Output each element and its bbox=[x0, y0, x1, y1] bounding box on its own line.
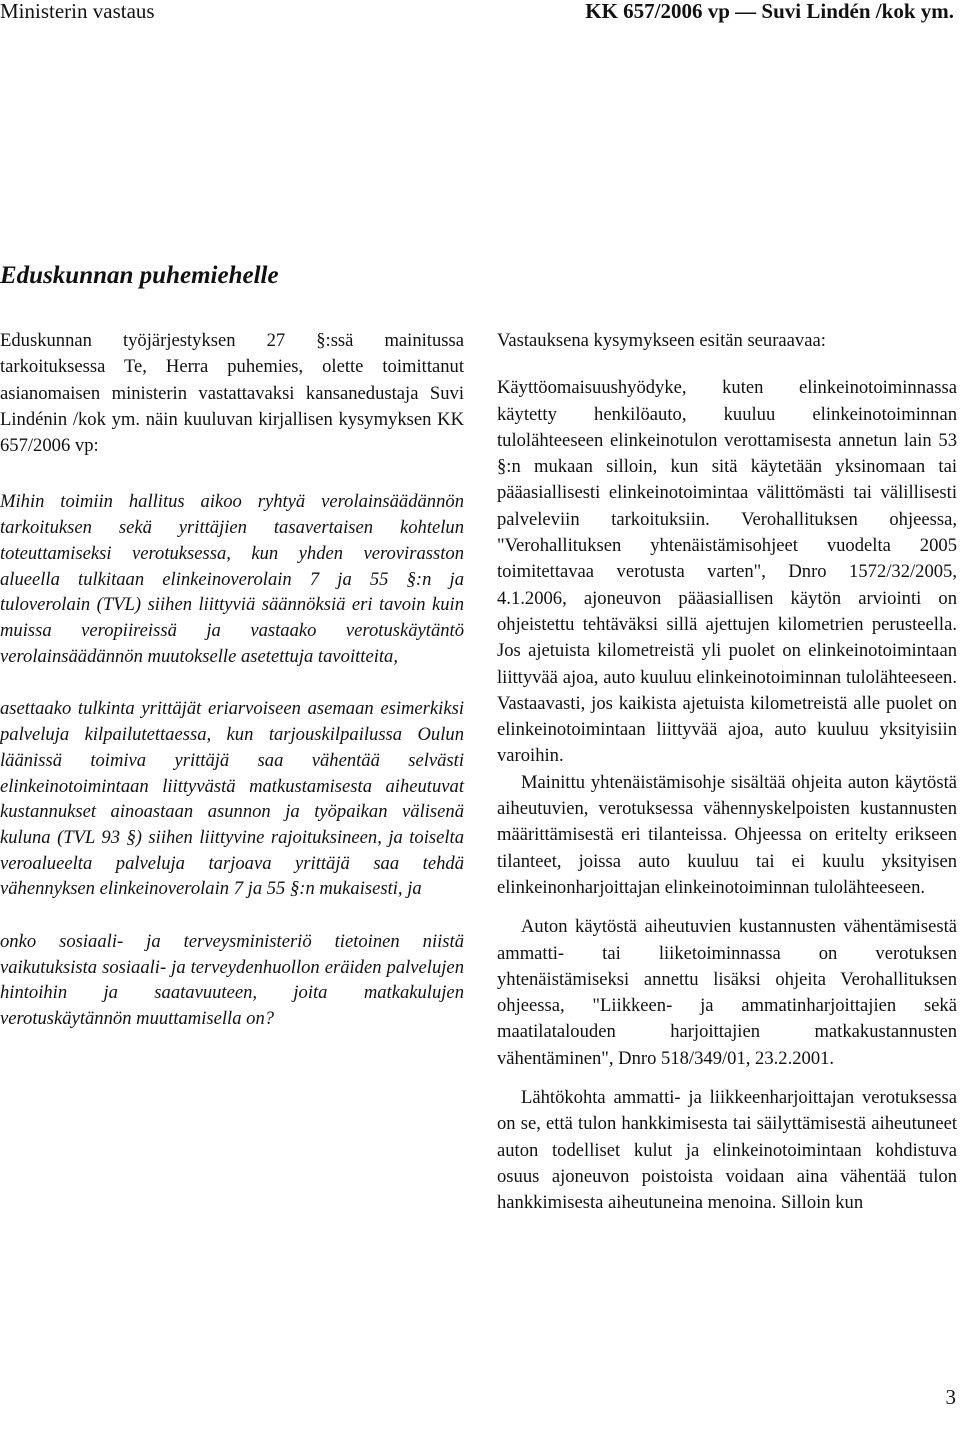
answer-paragraph-2: Mainittu yhtenäistämisohje sisältää ohjeita auton käytöstä aiheutuvien, verotuksessa vähennyskelpoisten kustannusten määrittämisestä eri tilanteissa. Ohjeessa on eritelty erikseen tilanteet, joissa auto kuuluu tai ei kuulu yksityisen elinkeinonharjoittajan elinkeinotoiminnan tulolähteeseen. bbox=[497, 771, 957, 898]
answer-paragraph-1: Käyttöomaisuushyödyke, kuten elinkeinotoiminnassa käytetty henkilöauto, kuuluu elinkeinotoiminnan tulolähteeseen elinkeinotulon verottamisesta annetun lain 53 §:n mukaan silloin, kun sitä käytetään yksinomaan tai pääasiallisesti elinkeinotoimintaa välittömästi tai välillisesti palveleviin tarkoituksiin. Verohallituksen ohjeessa, "Verohallituksen yhtenäistämisohjeet vuodelta 2005 toimitettavaa verotusta varten", Dnro 1572/32/2005, 4.1.2006, ajoneuvon pääasiallisen käytön arviointi on ohjeistettu tehtäväksi sillä ajettujen kilometrien perusteella. Jos ajetuista kilometreistä yli puolet on elinkeinotoimintaan liittyvää ajoa, auto kuuluu elinkeinotoiminnan tulolähteeseen. Vastaavasti, jos kaikista ajetuista kilometreistä alle puolet on elinkeinotoimintaan liittyvää ajoa, auto kuuluu yksityisiin varoihin. bbox=[497, 377, 957, 767]
letter-heading: Eduskunnan puhemiehelle bbox=[0, 262, 279, 289]
answer-intro: Vastauksena kysymykseen esitän seuraavaa: bbox=[497, 330, 826, 351]
header-reference: KK 657/2006 vp — Suvi Lindén /kok ym. bbox=[585, 0, 954, 23]
page-number: 3 bbox=[945, 1385, 956, 1409]
right-column bbox=[497, 328, 957, 1217]
question-2: asettaako tulkinta yrittäjät eriarvoiseen asemaan esimerkiksi palveluja kilpailutettaessa, kun tarjouskilpailussa Oulun läänissä toimiva yrittäjä saa vähentää selvästi elinkeinotoimintaan liittyvästä matkustamisesta aiheutuvat kustannukset ainoastaan asunnon ja työpaikan välisenä kuluna (TVL 93 §) siihen liittyvine rajoituksineen, ja toiselta veroalueelta palveluja tarjoava yrittäjä saa tehdä vähennyksen elinkeinoverolain 7 ja 55 §:n mukaisesti, ja bbox=[0, 698, 464, 900]
intro-paragraph: Eduskunnan työjärjestyksen 27 §:ssä mainitussa tarkoituksessa Te, Herra puhemies, olette toimittanut asianomaisen ministerin vastattavaksi kansanedustaja Suvi Lindénin /kok ym. näin kuuluvan kirjallisen kysymyksen KK 657/2006 vp: bbox=[0, 330, 464, 457]
left-column bbox=[0, 328, 464, 1032]
header-document-type: Ministerin vastaus bbox=[0, 0, 155, 23]
answer-paragraph-3: Auton käytöstä aiheutuvien kustannusten vähentämisestä ammatti- tai liiketoiminnassa on verotuksen yhtenäistämiseksi annettu lisäksi ohjeita Verohallituksen ohjeessa, "Liikkeen- ja ammatinharjoittajien sekä maatilatalouden harjoittajien matkakustannusten vähentäminen", Dnro 518/349/01, 23.2.2001. bbox=[497, 916, 957, 1069]
question-1: Mihin toimiin hallitus aikoo ryhtyä verolainsäädännön tarkoituksen sekä yrittäjien tasavertaisen kohtelun toteuttamiseksi verotuksessa, kun yhden verovirasston alueella tulkitaan elinkeinoverolain 7 ja 55 §:n ja tuloverolain (TVL) siihen liittyviä säännöksiä eri tavoin kuin muissa veropiireissä ja vastaako verotuskäytäntö verolainsäädännön muutokselle asetettuja tavoitteita, bbox=[0, 491, 464, 667]
question-3: onko sosiaali- ja terveysministeriö tietoinen niistä vaikutuksista sosiaali- ja terveydenhuollon eräiden palvelujen hintoihin ja saatavuuteen, joita matkakulujen verotuskäytännön muuttamisella on? bbox=[0, 931, 464, 1030]
page-header bbox=[0, 0, 960, 26]
answer-paragraph-4: Lähtökohta ammatti- ja liikkeenharjoittajan verotuksessa on se, että tulon hankkimisesta tai säilyttämisestä aiheutuneet auton todelliset kulut ja elinkeinotoimintaan kohdistuva osuus ajoneuvon poistoista voidaan aina vähentää tulon hankkimisesta aiheutuneina menoina. Silloin kun bbox=[497, 1087, 957, 1214]
